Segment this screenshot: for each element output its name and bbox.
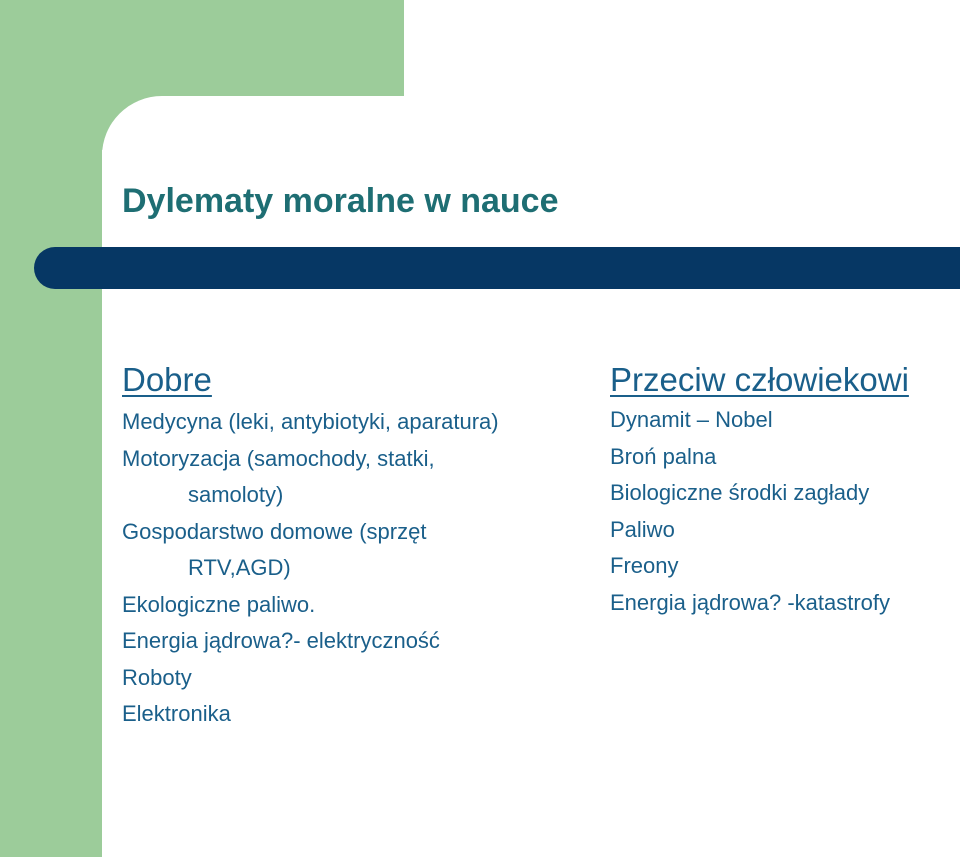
list-item: Energia jądrowa? -katastrofy (610, 589, 891, 615)
decorative-title-bar (34, 247, 960, 289)
list-item (122, 660, 582, 697)
list-item-text: Roboty (122, 664, 192, 690)
list-item (122, 587, 582, 624)
right-column-heading: Przeciw człowiekowi (610, 361, 909, 398)
list-item (122, 623, 582, 660)
list-item: Freony (610, 553, 679, 578)
slide-title: Dylematy moralne w nauce (122, 182, 559, 220)
left-column-list (122, 404, 582, 733)
left-column (122, 360, 582, 733)
list-item-text: Medycyna (leki, antybiotyki, aparatura) (122, 409, 499, 434)
list-item: Dynamit – Nobel (610, 407, 773, 432)
right-column-list (610, 402, 960, 621)
list-item (122, 514, 582, 587)
list-item (122, 696, 582, 733)
list-item-text: Elektronika (122, 701, 231, 726)
left-column-heading: Dobre (122, 361, 212, 398)
list-item-text: Ekologiczne paliwo. (122, 591, 316, 617)
list-item-text: Energia jądrowa?- elektryczność (122, 628, 440, 653)
decorative-green-sidebar (0, 96, 102, 857)
list-item-text: Motoryzacja (samochody, statki, (122, 445, 435, 471)
list-item (122, 441, 582, 514)
right-column (610, 360, 960, 621)
list-item-continuation: RTV,AGD) (188, 555, 291, 580)
list-item: Paliwo (610, 516, 675, 542)
list-item: Broń palna (610, 443, 717, 469)
list-item: Biologiczne środki zagłady (610, 480, 870, 505)
list-item-text: Gospodarstwo domowe (sprzęt (122, 518, 427, 544)
decorative-green-block (0, 0, 404, 96)
list-item (122, 404, 582, 441)
list-item-continuation: samoloty) (188, 482, 284, 507)
